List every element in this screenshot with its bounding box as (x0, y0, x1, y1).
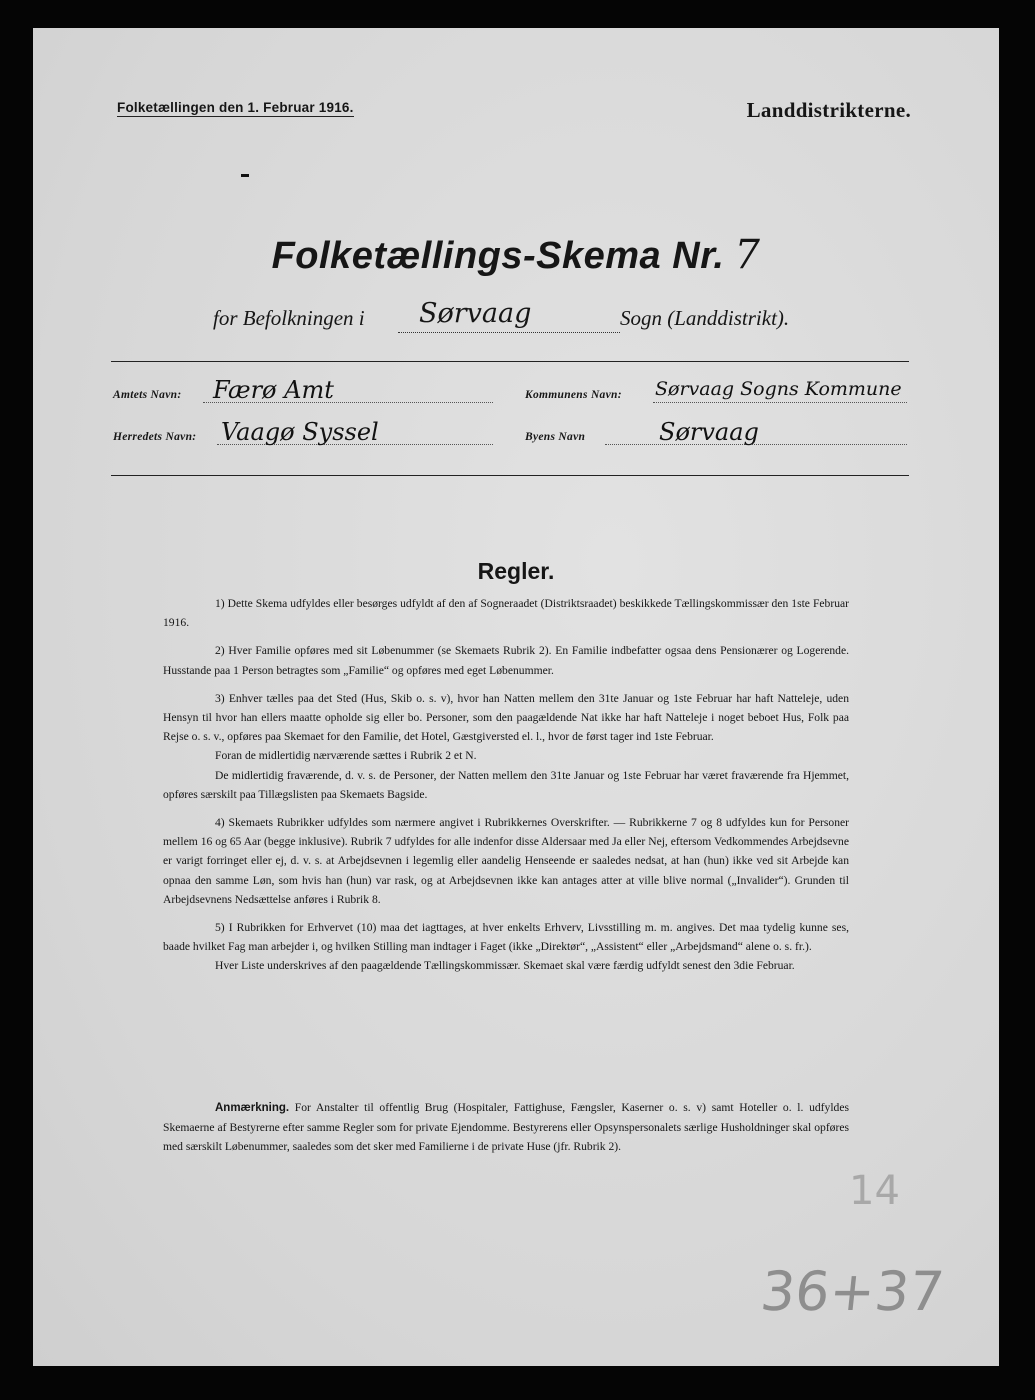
amt-value-handwritten: Færø Amt (213, 376, 334, 404)
kommune-dotted-line (653, 402, 907, 403)
herred-value-handwritten: Vaagø Syssel (221, 418, 379, 446)
by-label: Byens Navn (525, 431, 586, 443)
rule-5: 5) I Rubrikken for Erhvervet (10) maa det iagttages, at hver enkelts Erhverv, Livsstilling m. m. angives. Det maa tydelig kunne ses, baade hvilket Fag man arbejder i, og hvilken Stilling man indtager i Faget (ikke „Direktør“, „Assistent“ eller „Arbejdsmand“ alene o. s. fr.). (163, 921, 849, 954)
district-type-header: Landdistrikterne. (746, 98, 911, 122)
pencil-range-number: 36+37 (757, 1260, 947, 1323)
divider-top (111, 361, 909, 362)
remark-text: For Anstalter til offentlig Brug (Hospitaler, Fattighuse, Fængsler, Kaserner o. s. v) samt Hoteller o. l. udfyldes Skemaerne af Bestyrerne efter samme Regler som for private Ejendomme. Bestyrerens eller Opsynspersonalets særlige Husholdninger skal opføres med særskilt Løbenummer, saaledes som det sker med Familierne i de private Huse (jfr. Rubrik 2). (163, 1101, 849, 1154)
pencil-page-number: 14 (849, 1168, 900, 1214)
parish-handwritten: Sørvaag (419, 298, 532, 329)
rule-1: 1) Dette Skema udfyldes eller besørges udfyldt af den af Sogneraadet (Distriktsraadet) beskikkede Tællingskommissær den 1ste Februar 1916. (163, 597, 849, 630)
form-title (33, 232, 999, 278)
rule-3-note-n: Foran de midlertidig nærværende sættes i Rubrik 2 et N. (215, 749, 477, 763)
kommune-value-handwritten: Sørvaag Sogns Kommune (655, 378, 902, 400)
herred-label: Herredets Navn: (113, 431, 197, 443)
census-date-header: Folketællingen den 1. Februar 1916. (117, 100, 354, 115)
rules-heading: Regler. (477, 558, 555, 584)
divider-bottom (111, 475, 909, 476)
subtitle-suffix: Sogn (Landdistrikt). (620, 306, 790, 330)
remark-label: Anmærkning. (215, 1102, 290, 1114)
by-value-handwritten: Sørvaag (659, 418, 759, 446)
remark-paragraph (163, 1098, 849, 1157)
amt-label: Amtets Navn: (113, 389, 182, 401)
census-form-page (33, 28, 999, 1366)
ink-mark (241, 174, 249, 177)
rule-3: 3) Enhver tælles paa det Sted (Hus, Skib o. s. v), hvor han Natten mellem den 31te Januar og 1ste Februar har haft Natteleje, uden Hensyn til hvor han ellers maatte opholde sig eller bo. Personer, som den paagældende Nat ikke har haft Natteleje i noget beboet Hus, Folk paa Rejse o. s. v., opføres paa Skemaet for den Familie, det Hotel, Gæstgiversted el. l., hvor de først tager ind 1ste Februar. (163, 691, 849, 744)
rule-3-absent: De midlertidig fraværende, d. v. s. de Personer, der Natten mellem den 31te Januar og 1ste Februar har været fraværende fra Hjemmet, opføres særskilt paa Tillægslisten paa Skemaets Bagside. (163, 768, 849, 801)
kommune-label: Kommunens Navn: (525, 389, 622, 401)
rule-5-signature: Hver Liste underskrives af den paagældende Tællingskommissær. Skemaet skal være færdig udfyldt senest den 3die Februar. (215, 959, 795, 973)
subtitle-prefix: for Befolkningen i (213, 306, 365, 330)
rule-2: 2) Hver Familie opføres med sit Løbenummer (se Skemaets Rubrik 2). En Familie indbefatter ogsaa dens Pensionærer og Logerende. Husstande paa 1 Person betragtes som „Familie“ og opføres med eget Løbenummer. (163, 644, 849, 677)
form-number-handwritten: 7 (734, 232, 761, 278)
rule-4: 4) Skemaets Rubrikker udfyldes som nærmere angivet i Rubrikkernes Overskrifter. — Rubrikkerne 7 og 8 udfyldes kun for Personer mellem 16 og 65 Aar (begge inklusive). Rubrik 7 udfyldes for alle indenfor disse Aldersaar med Ja eller Nej, eftersom Vedkommendes Arbejdsevne er varigt forringet eller ej, d. v. s. at Arbejdsevnen i legemlig eller aandelig Henseende er saaledes nedsat, at han (hun) ikke ved sit Arbejde kan opnaa den samme Løn, som hvis han (hun) var rask, og at Arbejdsevnen ikke kan antages atter at ville blive normal („Invalider“). Grunden til Arbejdsevnens Nedsættelse anføres i Rubrik 8. (163, 816, 849, 906)
rules-text (163, 594, 849, 985)
parish-dotted-line (398, 332, 620, 333)
form-title-text: Folketællings-Skema Nr. (271, 235, 725, 277)
